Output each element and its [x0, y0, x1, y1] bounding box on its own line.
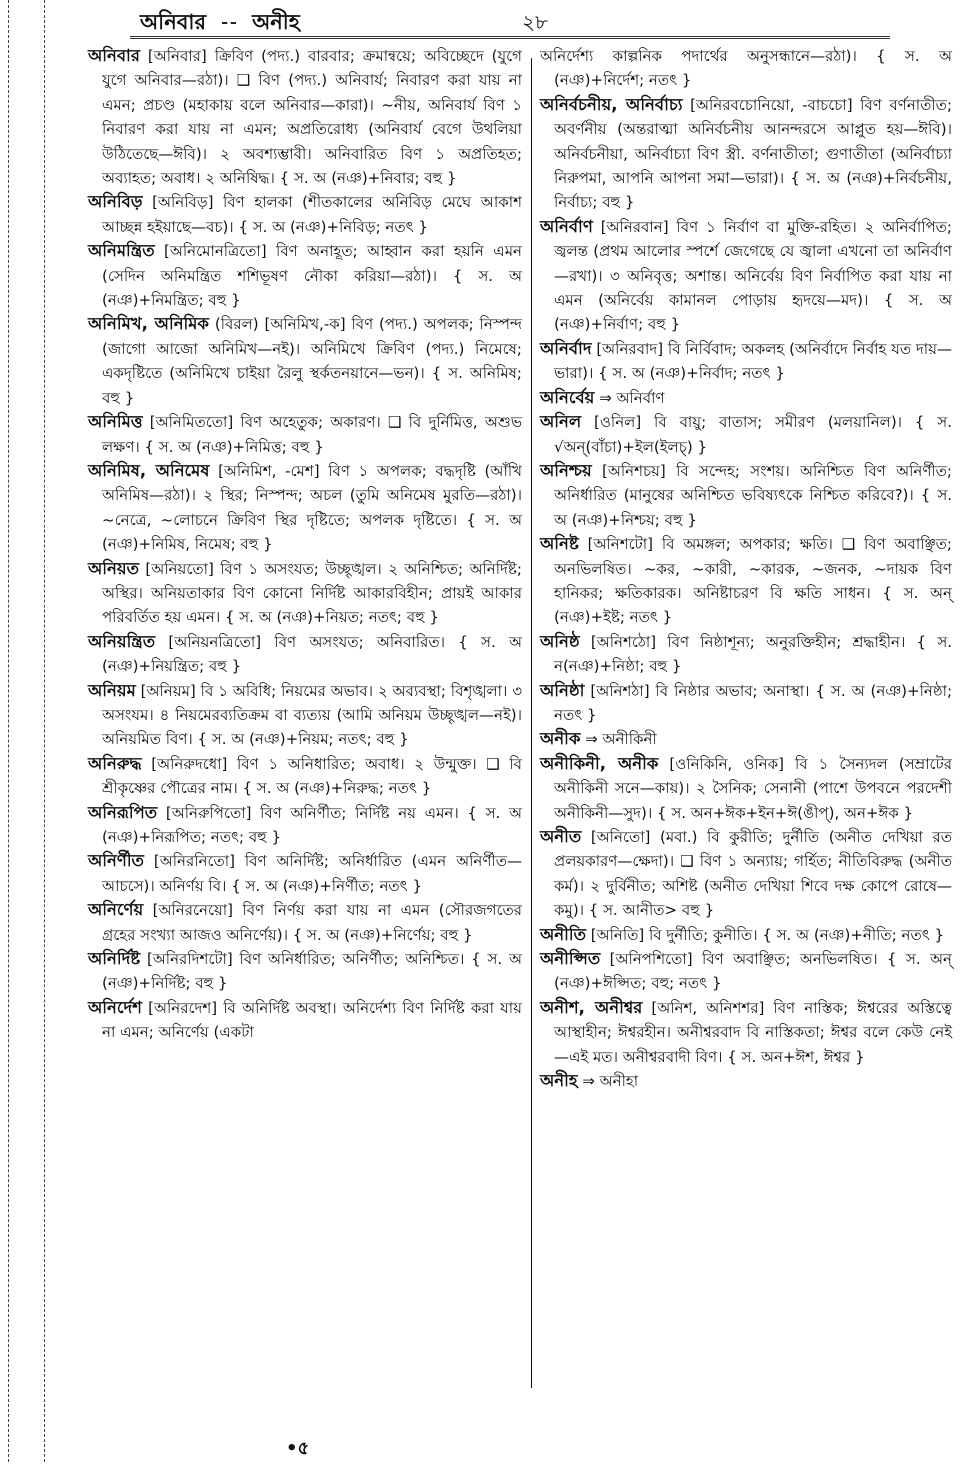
dictionary-entry: [540, 44, 952, 93]
guide-separator: [222, 22, 236, 24]
dictionary-entry: [88, 801, 522, 850]
entry-headword: অনির্বেয়: [540, 387, 595, 407]
dictionary-entry: [88, 459, 522, 557]
dictionary-entry: [540, 386, 952, 410]
left-margin-rule-2: [44, 0, 45, 1462]
left-margin-rule: [8, 0, 9, 1462]
dictionary-entry: [540, 215, 952, 337]
dictionary-entry: [540, 630, 952, 679]
left-column: [88, 44, 522, 1045]
entry-definition: [অনিবার] ক্রিবিণ (পদ্য.) বারবার; ক্রমান্বয়ে; অবিচ্ছেদে (যুগে যুগে অনিবার—রঠা)। ❑ বিণ (পদ্য.) অনিবার্য; নিবারণ করা যায় না এমন; প্রচণ্ড (মহাকায় বলে অনিবার—কারা)। ~নীয়, অনিবার্য বিণ ১ নিবারণ করা যায় না এমন; অপ্রতিরোধ্য (অনিবার্য বেগে উথলিয়া উঠিতেছে—ঈবি)। ২ অবশ্যম্ভাবী। অনিবারিত বিণ ১ অপ্রতিহত; অব্যাহত; অবাধ। ২ অনিষিদ্ধ। { স. অ (নঞ)+নিবার; বহু }: [102, 47, 522, 188]
entry-definition: [অনিয়ম] বি ১ অবিধি; নিয়মের অভাব। ২ অব্যবস্থা; বিশৃঙ্খলা। ৩ অসংযম। ৪ নিয়মেরব্যতিক্রম বা ব্যত্যয় (আমি অনিয়ম উচ্ছৃঙ্খল—নই)। অনিয়মিত বিণ। { স. অ (নঞ)+নিয়ম; নতৎ; বহু }: [102, 681, 522, 749]
entry-headword: অনির্দিষ্ট: [88, 949, 141, 969]
entry-headword: অনির্দেশ: [88, 997, 142, 1017]
entry-headword: অনির্বাণ: [540, 216, 593, 236]
entry-definition: [ওনিকিনি, ওনিক] বি ১ সৈন্যদল (সম্রাটের অনীকিনী সনে—কায়)। ২ সৈনিক; সেনানী (পাশে উপবনে পরদেশী অনীকিনী—সুদ)। { স. অন+ঈক+ইন+ঈ(ঙীপ্), অন+ঈক }: [554, 754, 952, 822]
entry-definition: [অনিশটো] বি অমঙ্গল; অপকার; ক্ষতি। ❑ বিণ অবাঞ্ছিত; অনভিলষিত। ~কর, ~কারী, ~কারক, ~জনক, ~দায়ক বিণ হানিকর; ক্ষতিকারক। অনিষ্টাচরণ বি ক্ষতি সাধন। { স. অন্ (নঞ)+ইষ্ট; নতৎ }: [554, 535, 952, 627]
entry-definition: [অনিশচয়] বি সন্দেহ; সংশয়। অনিশ্চিত বিণ অনির্ণীত; অনির্ধারিত (মানুষের অনিশ্চিত ভবিষ্যৎকে নিশ্চিত করিবে?)। { স. অ (নঞ)+নিশ্চয়; বহু }: [554, 461, 952, 529]
entry-headword: অনির্ণীত: [88, 851, 144, 871]
entry-definition: [অনিরুপিতো] বিণ অনির্ণীত; নির্দিষ্ট নয় এমন। { স. অ (নঞ)+নিরূপিত; নতৎ; বহু }: [102, 803, 522, 846]
entry-headword: অনীকিনী, অনীক: [540, 753, 659, 773]
entry-definition: [অনিতি] বি দুর্নীতি; কুনীতি। { স. অ (নঞ)+নীতি; নতৎ }: [590, 925, 945, 944]
entry-headword: অনিমন্ত্রিত: [88, 241, 155, 261]
entry-definition: [অনিরবাদ] বি নির্বিবাদ; অকলহ (অনির্বাদে নির্বাহ যত দায়—ভারা)। { স. অ (নঞ)+নির্বাদ; নতৎ }: [554, 339, 952, 383]
entry-definition: [অনিতো] (মবা.) বি কুরীতি; দুর্নীতি (অনীত দেখিয়া রত প্রলয়কারণ—ক্ষেদা)। ❑ বিণ ১ অন্যায়; গর্হিত; নীতিবিরুদ্ধ (অনীত কর্ম)। ২ দুর্বিনীত; অশিষ্ট (অনীত দেখিয়া শিবে দক্ষ কোপে রোষে—কমু)। { স. আনীত> বহু }: [554, 828, 952, 920]
page-header: [130, 4, 850, 36]
entry-definition: ⇒ অনীহা: [582, 1072, 639, 1091]
page-number: ২৮: [522, 10, 548, 34]
dictionary-entry: [88, 190, 522, 239]
dictionary-entry: [88, 849, 522, 898]
guide-word-last: অনীহ: [252, 10, 300, 34]
entry-definition: [অনিরনেয়ো] বিণ নির্ণয় করা যায় না এমন (সৌরজগতের গ্রহের সংখ্যা আজও অনির্ণেয়)। { স. অ (নঞ)+নির্ণেয়; বহু }: [102, 901, 522, 944]
dictionary-entry: [88, 312, 522, 410]
entry-headword: অনিষ্ঠা: [540, 680, 585, 700]
entry-definition: [ওনিল] বি বায়ু; বাতাস; সমীরণ (মলয়ানিল)। { স. √অন্(বাঁচা)+ইল(ইলচ্) }: [554, 413, 952, 456]
entry-headword: অনিষ্ট: [540, 534, 579, 554]
entry-headword: অনিবিড়: [88, 192, 143, 212]
right-column: [540, 44, 952, 1093]
entry-definition: [অনিয়নত্রিতো] বিণ অসংযত; অনিবারিত। { স. অ (নঞ)+নিয়ন্ত্রিত; বহু }: [102, 632, 522, 676]
dictionary-entry: [540, 459, 952, 532]
dictionary-entry: [540, 337, 952, 386]
entry-headword: অনিরূপিত: [88, 802, 158, 822]
dictionary-entry: [88, 44, 522, 190]
dictionary-entry: [540, 947, 952, 996]
entry-headword: অনিশ্চয়: [540, 460, 592, 480]
dictionary-entry: [88, 239, 522, 312]
entry-headword: অনিয়ত: [88, 558, 139, 578]
entry-definition: [অনিপশিতো] বিণ অবাঞ্ছিত; অনভিলষিত। { স. অন্ (নঞ)+ঈপ্সিত; বহু; নতৎ }: [554, 950, 952, 993]
entry-headword: অনিরুদ্ধ: [88, 753, 142, 773]
entry-headword: অনীক: [540, 729, 581, 749]
dictionary-entry: [540, 1069, 952, 1093]
dictionary-entry: [540, 825, 952, 923]
entry-definition: ⇒ অনীকিনী: [585, 730, 657, 749]
entry-definition: অনির্দেশ্য কাল্পনিক পদার্থের অনুসন্ধানে—রঠা)। { স. অ (নঞ)+নির্দেশ; নতৎ }: [540, 47, 952, 90]
entry-definition: [অনিরনিতো] বিণ অনির্দিষ্ট; অনির্ধারিত (এমন অনির্ণীত—আচসে)। অনির্ণয় বি। { স. অ (নঞ)+নির্ণীত; নতৎ }: [102, 852, 522, 895]
entry-headword: অনীত: [540, 827, 582, 846]
dictionary-entry: [540, 410, 952, 459]
entry-headword: অনিয়ম: [88, 680, 136, 700]
dictionary-entry: [540, 996, 952, 1069]
entry-headword: অনিবার: [88, 46, 140, 65]
entry-definition: [অনিরবান] বিণ ১ নির্বাণ বা মুক্তি-রহিত। ২ অনির্বাপিত; জ্বলন্ত (প্রথম আলোর স্পর্শে জেগেছে যে জ্বালা এখনো তা অনির্বাণ—রখা)। ৩ অনিবৃত্ত; অশান্ত। অনির্বেয় বিণ নির্বাপিত করা যায় না এমন (অনির্বেয় কামানল পোড়ায় হৃদয়ে—মদ)। { স. অ (নঞ)+নির্বাণ; বহু }: [554, 217, 952, 334]
entry-definition: [অনিরুদধো] বিণ ১ অনিধারিত; অবাধ। ২ উন্মুক্ত। ❑ বি শ্রীকৃষ্ণের পৌত্রের নাম। { স. অ (নঞ)+নিরুদ্ধ; নতৎ }: [102, 754, 522, 798]
entry-definition: [অনিরদেশ] বি অনির্দিষ্ট অবস্থা। অনির্দেশ্য বিণ নির্দিষ্ট করা যায় না এমন; অনির্ণেয় (একটা: [102, 998, 522, 1042]
entry-headword: অনীতি: [540, 924, 586, 944]
entry-headword: অনিমিখ, অনিমিক: [88, 314, 209, 334]
entry-headword: অনিষ্ঠ: [540, 631, 580, 651]
entry-headword: অনিল: [540, 412, 582, 432]
entry-headword: অনীহ: [540, 1071, 578, 1091]
entry-definition: [অনিমিততো] বিণ অহেতুক; অকারণ। ❑ বি দুর্নিমিত্ত, অশুভ লক্ষণ। { স. অ (নঞ)+নিমিত্ত; বহু }: [102, 413, 522, 456]
entry-definition: ⇒ অনির্বাণ: [599, 388, 665, 407]
dictionary-entry: [540, 532, 952, 630]
entry-headword: অনির্ণেয়: [88, 900, 144, 920]
entry-definition: [অনিশঠা] বি নিষ্ঠার অভাব; অনাস্থা। { স. অ (নঞ)+নিষ্ঠা; নতৎ }: [554, 681, 952, 724]
dictionary-entry: [88, 630, 522, 679]
dictionary-entry: [88, 898, 522, 947]
dictionary-entry: [540, 93, 952, 215]
entry-definition: [অনিরদিশটো] বিণ অনির্ধারিত; অনির্ণীত; অনিশ্চিত। { স. অ (নঞ)+নির্দিষ্ট; বহু }: [102, 950, 522, 993]
entry-definition: (বিরল) [অনিমিখ,-ক] বিণ (পদ্য.) অপলক; নিস্পন্দ (জাগো আজো অনিমিখ—নই)। অনিমিখে ক্রিবিণ (পদ্য.) নিমেষে; একদৃষ্টিতে (অনিমিখে চাইয়া রৈলু স্থৰ্কতনয়ানে—ভন)। { স. অনিমিষ; বহু }: [102, 315, 523, 407]
dictionary-entry: [540, 923, 952, 947]
entry-definition: [অনিবিড়] বিণ হালকা (শীতকালের অনিবিড় মেঘে আকাশ আচ্ছন্ন হইয়াছে—বচ)। { স. অ (নঞ)+নিবিড়; নতৎ }: [102, 193, 522, 236]
dictionary-entry: [88, 679, 522, 752]
header-rule: [130, 36, 890, 39]
entry-headword: অনির্বচনীয়, অনির্বাচ্য: [540, 94, 683, 114]
dictionary-entry: [88, 410, 522, 459]
guide-word-first: অনিবার: [140, 10, 207, 34]
entry-definition: [অনিরবচোনিয়ো, -বাচচো] বিণ বর্ণনাতীত; অবর্ণনীয় (অন্তরাত্মা অনির্বচনীয় আনন্দরসে আপ্লুত হয়—ঈবি)। অনির্বচনীয়া, অনির্বাচ্যা বিণ স্ত্রী. বর্ণনাতীতা; গুণাতীতা (অনির্বাচ্যা নিরুপমা, আপনি আপনা সমা—ভারা)। { স. অ (নঞ)+নির্বচনীয়, নির্বাচ্য; বহু }: [554, 95, 952, 212]
dictionary-entry: [88, 752, 522, 801]
entry-definition: [অনিমোনত্রিতো] বিণ অনাহূত; আহ্বান করা হয়নি এমন (সেদিন অনিমন্ত্রিত শশিভূষণ নৌকা করিয়া—রঠা)। { স. অ (নঞ)+নিমন্ত্রিত; বহু }: [102, 242, 522, 310]
column-divider: [531, 58, 532, 1388]
entry-headword: অনিমিষ, অনিমেষ: [88, 460, 210, 480]
footer-mark: •৫: [286, 1438, 310, 1459]
dictionary-entry: [88, 947, 522, 996]
entry-headword: অনীশ, অনীশ্বর: [540, 997, 643, 1017]
dictionary-entry: [88, 557, 522, 630]
entry-definition: [অনিশ, অনিশশর] বিণ নাস্তিক; ঈশ্বরের অস্তিত্বে আস্থাহীন; ঈশ্বরহীন। অনীশ্বরবাদ বি নাস্তিকতা; ঈশ্বর বলে কেউ নেই—এই মত। অনীশ্বরবাদী বিণ। { স. অন+ঈশ, ঈশ্বর }: [554, 998, 952, 1066]
dictionary-entry: [88, 996, 522, 1045]
entry-definition: [অনিমিশ, -মেশ] বিণ ১ অপলক; বদ্ধদৃষ্টি (আঁখি অনিমিষ—রঠা)। ২ স্থির; নিস্পন্দ; অচল (তুমি অনিমেষ মুরতি—রঠা)। ~নেত্রে, ~লোচনে ক্রিবিণ স্থির দৃষ্টিতে; অপলক দৃষ্টিতে। { স. অ (নঞ)+নিমিষ, নিমেষ; বহু }: [102, 461, 522, 554]
entry-headword: অনির্বাদ: [540, 338, 592, 358]
entry-definition: [অনিশঠো] বিণ নিষ্ঠাশূন্য; অনুরক্তিহীন; শ্রদ্ধাহীন। { স. ন(নঞ)+নিষ্ঠা; বহু }: [554, 632, 952, 676]
dictionary-entry: [540, 752, 952, 825]
entry-definition: [অনিয়তো] বিণ ১ অসংযত; উচ্ছৃঙ্খল। ২ অনিশ্চিত; অনির্দিষ্ট; অস্থির। অনিয়তাকার বিণ কোনো নির্দিষ্ট আকারবিহীন; প্রায়ই আকার পরিবর্তিত হয় এমন। { স. অ (নঞ)+নিয়ত; নতৎ; বহু }: [102, 559, 522, 627]
entry-headword: অনিয়ন্ত্রিত: [88, 631, 156, 651]
dictionary-entry: [540, 679, 952, 728]
entry-headword: অনিমিত্ত: [88, 412, 143, 432]
dictionary-entry: [540, 727, 952, 751]
entry-headword: অনীপ্সিত: [540, 949, 601, 969]
